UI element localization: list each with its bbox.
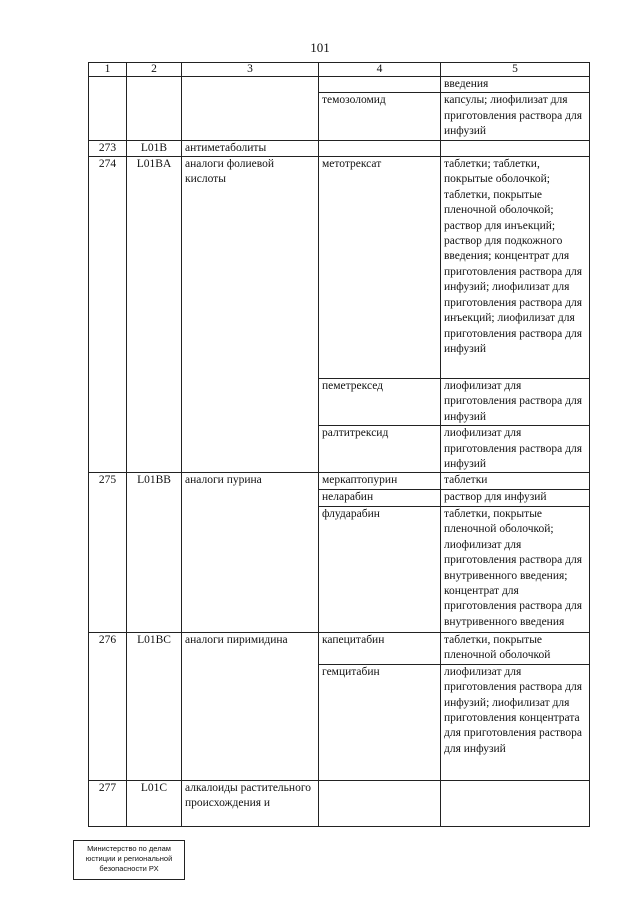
stamp-line: Министерство по делам	[87, 844, 171, 853]
drug-name: меркаптопурин	[319, 473, 441, 490]
drug-form: лиофилизат для приготовления раствора для инфузий	[441, 426, 590, 473]
drug-name: ралтитрексид	[319, 426, 441, 473]
cell-empty	[319, 140, 441, 156]
atc-code: L01BA	[127, 157, 182, 473]
group-name: алкалоиды растительного происхождения и	[182, 780, 319, 826]
drug-name: гемцитабин	[319, 664, 441, 780]
table-row	[89, 77, 590, 93]
drug-form: таблетки, покрытые пленочной оболочкой; лиофилизат для приготовления раствора для внутривенного введения; концентрат для приготовления раствора для внутривенного введения	[441, 506, 590, 632]
atc-code: L01BB	[127, 473, 182, 632]
group-name: аналоги пиримидина	[182, 632, 319, 780]
table-row	[89, 632, 590, 664]
ministry-stamp	[73, 840, 185, 880]
table-row	[89, 473, 590, 490]
cell-empty	[319, 77, 441, 93]
drug-name: пеметрексед	[319, 379, 441, 426]
cell-empty	[89, 77, 127, 141]
medicines-table	[88, 62, 590, 827]
row-number: 276	[89, 632, 127, 780]
group-name: аналоги пурина	[182, 473, 319, 632]
table-row	[89, 157, 590, 379]
drug-form: введения	[441, 77, 590, 93]
drug-form: капсулы; лиофилизат для приготовления раствора для инфузий	[441, 93, 590, 140]
header-col-1: 1	[89, 63, 127, 77]
header-col-5: 5	[441, 63, 590, 77]
header-col-4: 4	[319, 63, 441, 77]
drug-name: неларабин	[319, 490, 441, 506]
cell-empty	[319, 780, 441, 826]
stamp-line: безопасности РХ	[99, 864, 159, 873]
drug-name: темозоломид	[319, 93, 441, 140]
drug-form: раствор для инфузий	[441, 490, 590, 506]
cell-empty	[441, 780, 590, 826]
table-row	[89, 780, 590, 826]
stamp-line: юстиции и региональной	[85, 854, 173, 863]
atc-code: L01C	[127, 780, 182, 826]
drug-form: таблетки; таблетки, покрытые оболочкой; таблетки, покрытые пленочной оболочкой; раствор для инъекций; раствор для подкожного введения; концентрат для приготовления раствора для инфузий; лиофилизат для приготовления раствора для инъекций; лиофилизат для приготовления раствора для инфузий	[441, 157, 590, 379]
row-number: 277	[89, 780, 127, 826]
drug-name: метотрексат	[319, 157, 441, 379]
drug-form: лиофилизат для приготовления раствора для инфузий; лиофилизат для приготовления концентрата для приготовления раствора для инфузий	[441, 664, 590, 780]
cell-empty	[441, 140, 590, 156]
header-col-2: 2	[127, 63, 182, 77]
page-number: 101	[310, 40, 330, 55]
drug-form: таблетки	[441, 473, 590, 490]
table-header-row	[89, 63, 590, 77]
atc-code: L01BC	[127, 632, 182, 780]
drug-name: флударабин	[319, 506, 441, 632]
row-number: 275	[89, 473, 127, 632]
row-number: 274	[89, 157, 127, 473]
cell-empty	[182, 77, 319, 141]
table-row	[89, 140, 590, 156]
drug-form: таблетки, покрытые пленочной оболочкой	[441, 632, 590, 664]
header-col-3: 3	[182, 63, 319, 77]
cell-empty	[127, 77, 182, 141]
group-name: аналоги фолиевой кислоты	[182, 157, 319, 473]
drug-name: капецитабин	[319, 632, 441, 664]
group-name: антиметаболиты	[182, 140, 319, 156]
row-number: 273	[89, 140, 127, 156]
drug-form: лиофилизат для приготовления раствора для инфузий	[441, 379, 590, 426]
atc-code: L01B	[127, 140, 182, 156]
